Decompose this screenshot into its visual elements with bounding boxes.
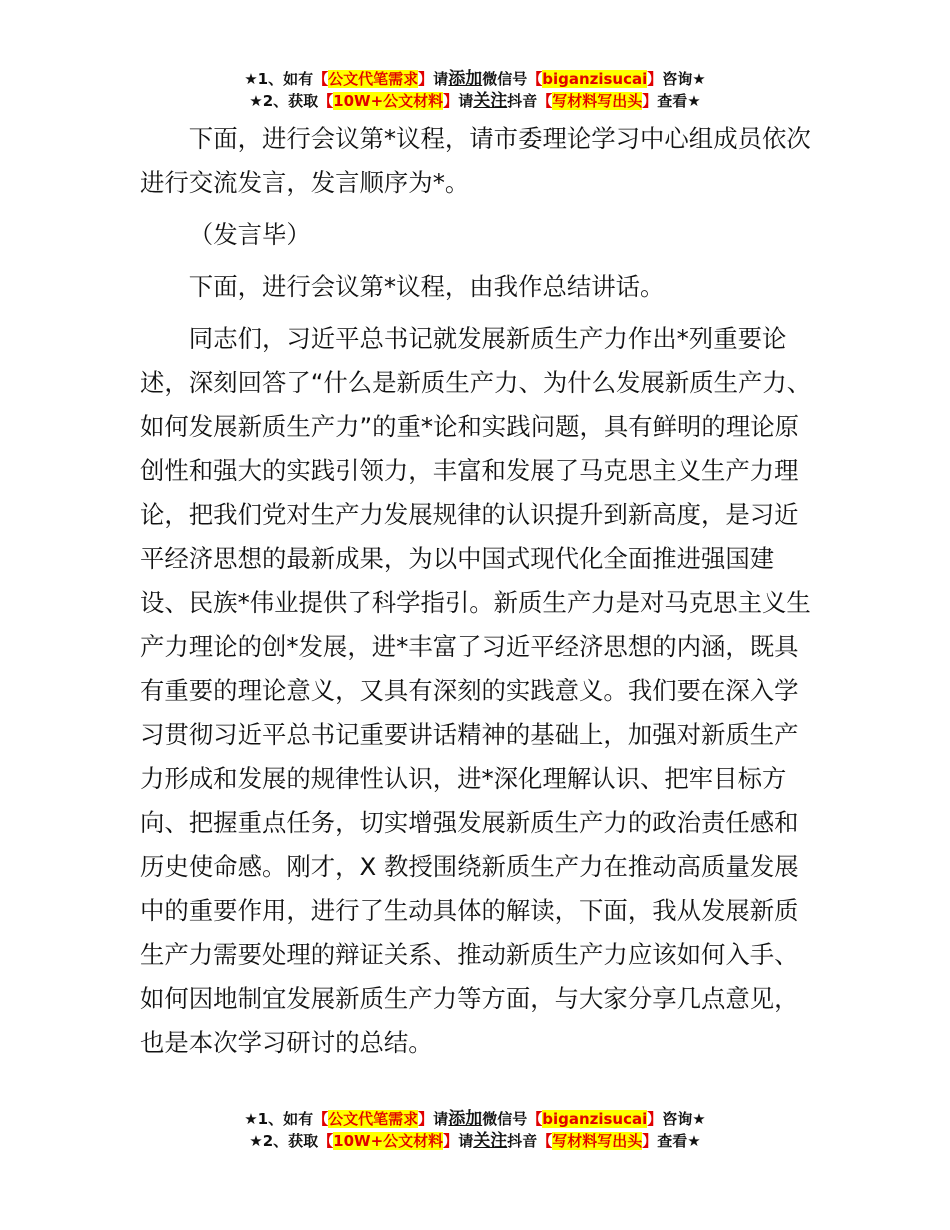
bracket: 】 bbox=[418, 70, 434, 88]
bracket: 【 bbox=[318, 92, 334, 110]
paragraph: 下面，进行会议第*议程，请市委理论学习中心组成员依次进行交流发言，发言顺序为*。 bbox=[140, 124, 811, 197]
promo-emphasis: 关注 bbox=[473, 91, 508, 111]
promo-text: 查看★ bbox=[657, 1132, 701, 1150]
bracket: 】 bbox=[418, 1110, 434, 1128]
paragraph: （发言毕） bbox=[188, 220, 311, 249]
promo-highlight-douyin: 写材料写出头 bbox=[552, 1132, 643, 1150]
footer-promo-banner bbox=[0, 1108, 950, 1152]
bracket: 】 bbox=[647, 1110, 663, 1128]
paragraph: 下面，进行会议第*议程，由我作总结讲话。 bbox=[188, 272, 665, 301]
header-promo-banner bbox=[0, 68, 950, 112]
promo-emphasis: 关注 bbox=[473, 1131, 508, 1151]
promo-text: 微信号 bbox=[482, 70, 528, 88]
promo-text: 请 bbox=[458, 1132, 474, 1150]
bracket: 【 bbox=[313, 1110, 329, 1128]
promo-highlight-wechat-id: biganzisucai bbox=[542, 70, 648, 88]
promo-text: ★2、获取 bbox=[249, 92, 319, 110]
promo-text: 抖音 bbox=[507, 92, 538, 110]
promo-text: 请 bbox=[433, 70, 449, 88]
promo-highlight-service: 公文代笔需求 bbox=[328, 70, 419, 88]
promo-text: ★1、如有 bbox=[244, 1110, 314, 1128]
bracket: 】 bbox=[642, 92, 658, 110]
promo-text: 咨询★ bbox=[662, 1110, 706, 1128]
bracket: 【 bbox=[537, 1132, 553, 1150]
bracket: 【 bbox=[313, 70, 329, 88]
promo-highlight-douyin: 写材料写出头 bbox=[552, 92, 643, 110]
promo-text: 请 bbox=[433, 1110, 449, 1128]
promo-text: ★1、如有 bbox=[244, 70, 314, 88]
promo-emphasis: 添加 bbox=[448, 1109, 483, 1129]
promo-line-2 bbox=[0, 90, 950, 112]
promo-highlight-materials: 10W+公文材料 bbox=[333, 1132, 444, 1150]
paragraph: 同志们，习近平总书记就发展新质生产力作出*列重要论述，深刻回答了“什么是新质生产力、为什么发展新质生产力、如何发展新质生产力”的重*论和实践问题，具有鲜明的理论原创性和强大的实践引领力，丰富和发展了马克思主义生产力理论，把我们党对生产力发展规律的认识提升到新高度，是习近平经济思想的最新成果，为以中国式现代化全面推进强国建设、民族*伟业提供了科学指引。新质生产力是对马克思主义生产力理论的创*发展，进*丰富了习近平经济思想的内涵，既具有重要的理论意义，又具有深刻的实践意义。我们要在深入学习贯彻习近平总书记重要讲话精神的基础上，加强对新质生产力形成和发展的规律性认识，进*深化理解认识、把牢目标方向、把握重点任务，切实增强发展新质生产力的政治责任感和历史使命感。刚才，X 教授围绕新质生产力在推动高质量发展中的重要作用，进行了生动具体的解读，下面，我从发展新质生产力需要处理的辩证关系、推动新质生产力应该如何入手、如何因地制宜发展新质生产力等方面，与大家分享几点意见，也是本次学习研讨的总结。 bbox=[140, 324, 812, 1057]
bracket: 【 bbox=[527, 70, 543, 88]
bracket: 】 bbox=[642, 1132, 658, 1150]
promo-text: 查看★ bbox=[657, 92, 701, 110]
bracket: 】 bbox=[443, 1132, 459, 1150]
promo-text: 抖音 bbox=[507, 1132, 538, 1150]
promo-text: 微信号 bbox=[482, 1110, 528, 1128]
promo-text: 咨询★ bbox=[662, 70, 706, 88]
promo-highlight-wechat-id: biganzisucai bbox=[542, 1110, 648, 1128]
promo-highlight-materials: 10W+公文材料 bbox=[333, 92, 444, 110]
promo-line-1 bbox=[0, 68, 950, 90]
promo-emphasis: 添加 bbox=[448, 69, 483, 89]
promo-line-1 bbox=[0, 1108, 950, 1130]
bracket: 【 bbox=[318, 1132, 334, 1150]
bracket: 】 bbox=[443, 92, 459, 110]
bracket: 【 bbox=[527, 1110, 543, 1128]
promo-highlight-service: 公文代笔需求 bbox=[328, 1110, 419, 1128]
promo-text: ★2、获取 bbox=[249, 1132, 319, 1150]
promo-line-2 bbox=[0, 1130, 950, 1152]
promo-text: 请 bbox=[458, 92, 474, 110]
bracket: 【 bbox=[537, 92, 553, 110]
bracket: 】 bbox=[647, 70, 663, 88]
document-body bbox=[140, 117, 815, 1065]
